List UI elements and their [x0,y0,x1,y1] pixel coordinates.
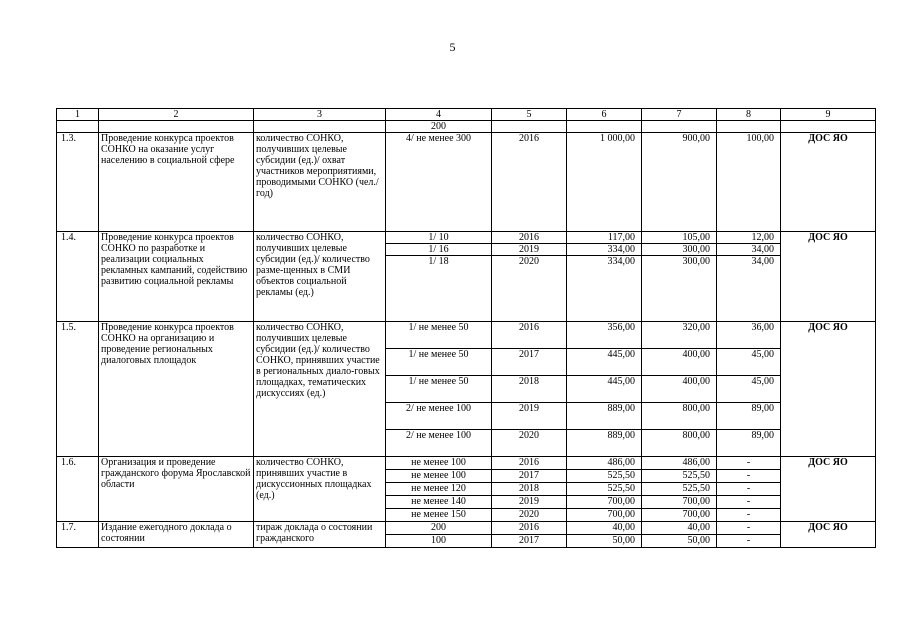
total-cell: 1 000,00 [567,133,642,232]
item-number: 1.5. [57,322,99,457]
item-name: Организация и проведение гражданского форума Ярославской области [99,457,254,522]
page-number: 5 [449,40,456,54]
total-cell: 700,00 [567,496,642,509]
table-row [57,232,876,244]
year-cell: 2018 [492,376,567,403]
federal-cell: - [717,496,781,509]
federal-cell: 34,00 [717,256,781,322]
indicator-cell: количество СОНКО, получивших целевые субсидии (ед.)/ охват участников мероприятиями, проводимыми СОНКО (чел./ год) [254,133,386,232]
value-cell: 100 [386,535,492,548]
regional-cell: 40,00 [642,522,717,535]
indicator-cell: количество СОНКО, получивших целевые субсидии (ед.)/ количество разме-щенных в СМИ объектов социальной рекламы (ед.) [254,232,386,322]
header-cell: 3 [254,109,386,121]
item-number: 1.4. [57,232,99,322]
year-cell: 2016 [492,522,567,535]
federal-cell: 89,00 [717,430,781,457]
executor-cell: ДОС ЯО [781,457,876,522]
total-cell: 117,00 [567,232,642,244]
total-cell: 445,00 [567,349,642,376]
header-cell: 7 [642,109,717,121]
item-name: Проведение конкурса проектов СОНКО на организацию и проведение региональных диалоговых площадок [99,322,254,457]
value-cell: не менее 150 [386,509,492,522]
federal-cell: - [717,535,781,548]
federal-cell: 12,00 [717,232,781,244]
regional-cell: 400,00 [642,349,717,376]
federal-cell: 100,00 [717,133,781,232]
year-cell: 2017 [492,349,567,376]
year-cell: 2020 [492,430,567,457]
executor-cell: ДОС ЯО [781,322,876,457]
header-row [57,109,876,121]
value-cell: 200 [386,522,492,535]
year-cell: 2016 [492,232,567,244]
value-cell: 200 [386,121,492,133]
year-cell: 2020 [492,256,567,322]
header-cell: 9 [781,109,876,121]
year-cell: 2017 [492,470,567,483]
total-cell: 525,50 [567,470,642,483]
regional-cell: 800,00 [642,430,717,457]
item-name: Проведение конкурса проектов СОНКО на оказание услуг населению в социальной сфере [99,133,254,232]
year-cell: 2018 [492,483,567,496]
header-cell: 4 [386,109,492,121]
total-cell: 445,00 [567,376,642,403]
indicator-cell: количество СОНКО, получивших целевые субсидии (ед.)/ количество СОНКО, принявших участие в региональных диало-говых площадках, тематических дискуссиях (ед.) [254,322,386,457]
value-cell: не менее 100 [386,470,492,483]
value-cell: не менее 140 [386,496,492,509]
value-cell: не менее 100 [386,457,492,470]
federal-cell: 34,00 [717,244,781,256]
total-cell: 486,00 [567,457,642,470]
year-cell: 2016 [492,322,567,349]
header-cell: 5 [492,109,567,121]
table-row [57,457,876,470]
year-cell: 2019 [492,244,567,256]
header-cell: 8 [717,109,781,121]
total-cell: 334,00 [567,256,642,322]
total-cell: 700,00 [567,509,642,522]
value-cell: 1/ не менее 50 [386,376,492,403]
regional-cell: 300,00 [642,256,717,322]
year-cell: 2019 [492,403,567,430]
regional-cell: 400,00 [642,376,717,403]
federal-cell: - [717,457,781,470]
value-cell: 1/ не менее 50 [386,322,492,349]
federal-cell: 36,00 [717,322,781,349]
federal-cell: - [717,483,781,496]
federal-cell: 45,00 [717,349,781,376]
regional-cell: 700,00 [642,509,717,522]
federal-cell: 45,00 [717,376,781,403]
total-cell: 356,00 [567,322,642,349]
federal-cell: - [717,509,781,522]
indicator-cell: количество СОНКО, принявших участие в дискуссионных площадках (ед.) [254,457,386,522]
regional-cell: 486,00 [642,457,717,470]
value-cell: 1/ 10 [386,232,492,244]
value-cell: не менее 120 [386,483,492,496]
executor-cell: ДОС ЯО [781,232,876,322]
regional-cell: 50,00 [642,535,717,548]
federal-cell: - [717,522,781,535]
value-cell: 1/ 18 [386,256,492,322]
total-cell: 889,00 [567,403,642,430]
table-row [57,121,876,133]
header-cell: 6 [567,109,642,121]
regional-cell: 700,00 [642,496,717,509]
total-cell: 525,50 [567,483,642,496]
item-number: 1.3. [57,133,99,232]
value-cell: 2/ не менее 100 [386,403,492,430]
regional-cell: 525,50 [642,483,717,496]
value-cell: 2/ не менее 100 [386,430,492,457]
regional-cell: 320,00 [642,322,717,349]
total-cell: 334,00 [567,244,642,256]
total-cell: 889,00 [567,430,642,457]
regional-cell: 300,00 [642,244,717,256]
regional-cell: 900,00 [642,133,717,232]
value-cell: 1/ не менее 50 [386,349,492,376]
federal-cell: - [717,470,781,483]
item-number: 1.6. [57,457,99,522]
regional-cell: 105,00 [642,232,717,244]
value-cell: 1/ 16 [386,244,492,256]
header-cell: 2 [99,109,254,121]
year-cell: 2016 [492,133,567,232]
indicator-cell: тираж доклада о состоянии гражданского [254,522,386,548]
value-cell: 4/ не менее 300 [386,133,492,232]
table-row [57,322,876,349]
regional-cell: 800,00 [642,403,717,430]
total-cell: 50,00 [567,535,642,548]
year-cell: 2020 [492,509,567,522]
item-name: Проведение конкурса проектов СОНКО по разработке и реализации социальных рекламных кампаний, содействию развитию социальной рекламы [99,232,254,322]
header-cell: 1 [57,109,99,121]
executor-cell: ДОС ЯО [781,133,876,232]
executor-cell: ДОС ЯО [781,522,876,548]
regional-cell: 525,50 [642,470,717,483]
total-cell: 40,00 [567,522,642,535]
year-cell: 2019 [492,496,567,509]
table-row [57,522,876,535]
table-row [57,133,876,232]
program-table [56,108,876,548]
year-cell: 2016 [492,457,567,470]
year-cell: 2017 [492,535,567,548]
item-name: Издание ежегодного доклада о состоянии [99,522,254,548]
item-number: 1.7. [57,522,99,548]
federal-cell: 89,00 [717,403,781,430]
